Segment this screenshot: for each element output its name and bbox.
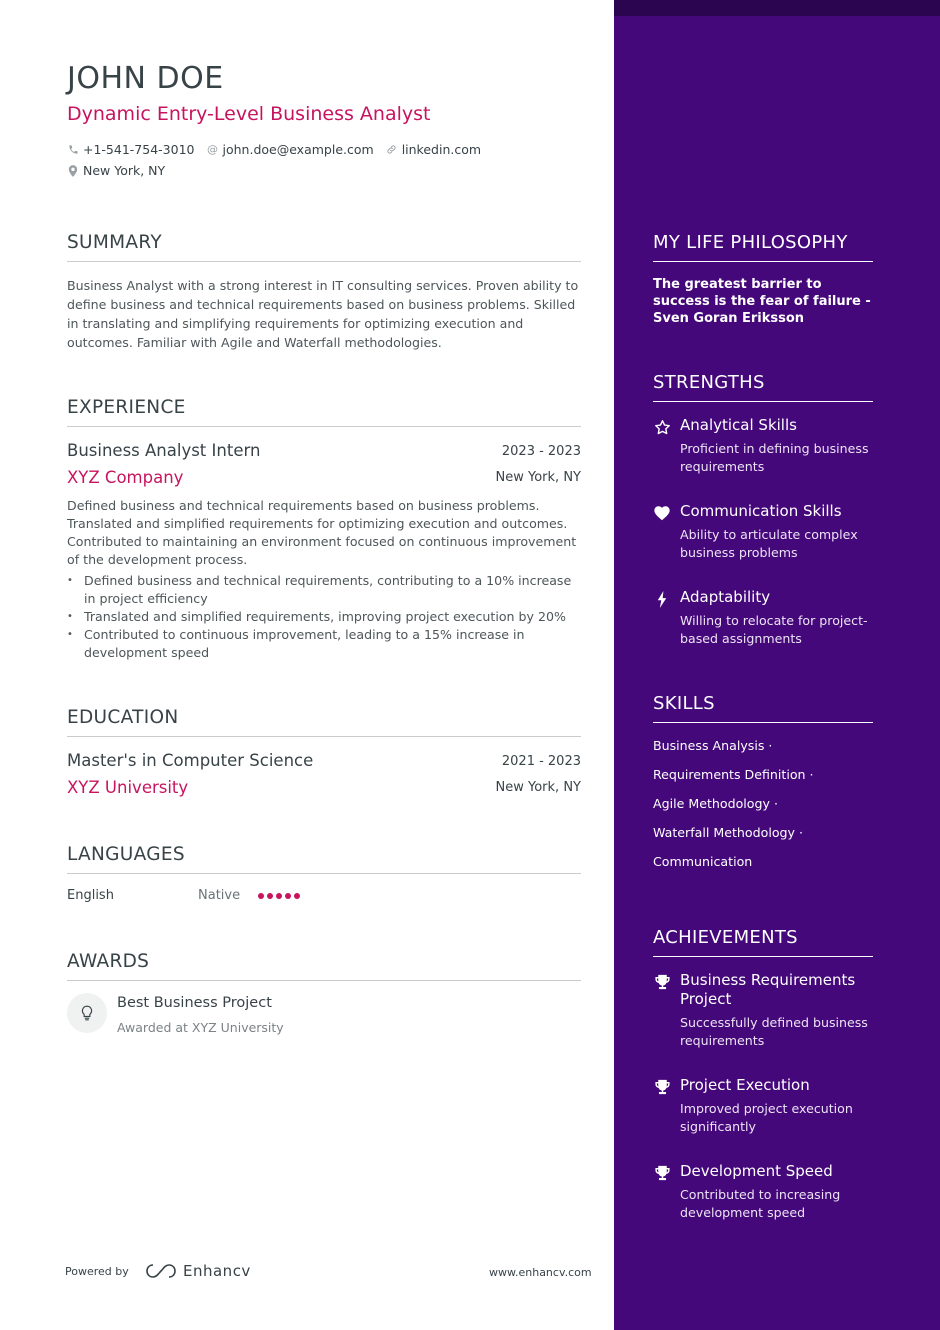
experience-company: XYZ Company <box>67 468 184 487</box>
strength-title: Analytical Skills <box>680 416 797 434</box>
strength-desc: Proficient in defining business requirements <box>680 441 869 474</box>
enhancv-logo-icon <box>145 1263 177 1279</box>
experience-description: Defined business and technical requirements based on business problems. Translated and simplified requirements for optimizing execution and outcomes. Contributed to maintaining an environment focused on continuous improvement of the development process. <box>67 498 577 567</box>
achievement-desc: Improved project execution significantly <box>680 1101 853 1134</box>
summary-heading: SUMMARY <box>67 232 581 262</box>
sidebar-column <box>614 0 940 1330</box>
experience-job-title: Business Analyst Intern <box>67 441 261 460</box>
strength-desc: Willing to relocate for project-based assignments <box>680 613 868 646</box>
linkedin-text: linkedin.com <box>401 142 482 157</box>
enhancv-logo[interactable] <box>145 1262 251 1280</box>
skill-item: Waterfall Methodology · <box>653 825 803 840</box>
candidate-title: Dynamic Entry-Level Business Analyst <box>67 103 431 125</box>
languages-heading: LANGUAGES <box>67 844 581 874</box>
proficiency-dot <box>276 893 282 899</box>
experience-bullet: • Contributed to continuous improvement, leading to a 15% increase in development speed <box>67 626 581 662</box>
sidebar-top-band <box>614 0 940 16</box>
language-row <box>67 888 581 903</box>
proficiency-dot <box>294 893 300 899</box>
philosophy-heading: MY LIFE PHILOSOPHY <box>653 232 873 262</box>
footer-url[interactable]: www.enhancv.com <box>489 1266 592 1279</box>
strength-title: Adaptability <box>680 588 771 606</box>
contact-phone[interactable] <box>67 142 195 157</box>
education-degree: Master's in Computer Science <box>67 751 314 770</box>
award-title: Best Business Project <box>117 995 272 1011</box>
trophy-icon <box>653 973 671 991</box>
lightbulb-icon <box>67 993 107 1033</box>
enhancv-brand-text: Enhancv <box>183 1262 251 1280</box>
skill-item: Business Analysis · <box>653 738 773 753</box>
skill-item: Communication <box>653 854 753 869</box>
achievement-title: Project Execution <box>680 1076 810 1094</box>
achievement-title: Development Speed <box>680 1162 833 1180</box>
strength-title: Communication Skills <box>680 502 842 520</box>
achievements-heading: ACHIEVEMENTS <box>653 927 873 957</box>
strengths-heading: STRENGTHS <box>653 372 873 402</box>
experience-heading: EXPERIENCE <box>67 397 581 427</box>
skills-heading: SKILLS <box>653 693 873 723</box>
trophy-icon <box>653 1164 671 1182</box>
language-proficiency-dots <box>258 893 300 899</box>
star-icon <box>653 418 671 436</box>
proficiency-dot <box>258 893 264 899</box>
achievement-desc: Successfully defined business requirements <box>680 1015 868 1048</box>
contact-row-secondary <box>67 163 165 178</box>
philosophy-quote: The greatest barrier to success is the fear of failure - Sven Goran Eriksson <box>653 277 871 326</box>
achievement-desc: Contributed to increasing development speed <box>680 1187 841 1220</box>
experience-bullet: • Defined business and technical requirements, contributing to a 10% increase in project efficiency <box>67 572 581 608</box>
awards-heading: AWARDS <box>67 951 581 981</box>
phone-icon <box>67 144 79 156</box>
experience-dates: 2023 - 2023 <box>501 444 581 459</box>
experience-bullets <box>67 572 581 662</box>
education-location: New York, NY <box>495 780 581 795</box>
language-level: Native <box>198 888 241 903</box>
contact-email[interactable] <box>207 142 374 157</box>
proficiency-dot <box>285 893 291 899</box>
proficiency-dot <box>267 893 273 899</box>
trophy-icon <box>653 1078 671 1096</box>
skill-item: Requirements Definition · <box>653 767 814 782</box>
location-icon <box>67 165 79 177</box>
education-school: XYZ University <box>67 778 189 797</box>
phone-text: +1-541-754-3010 <box>83 142 195 157</box>
bolt-icon <box>653 590 671 608</box>
skill-item: Agile Methodology · <box>653 796 778 811</box>
summary-text: Business Analyst with a strong interest in IT consulting services. Proven ability to define business and technical requirements based on business problems. Skilled in translating and simplifying requirements for optimizing execution and outcomes. Familiar with Agile and Waterfall methodologies. <box>67 278 579 350</box>
contact-linkedin[interactable] <box>386 142 481 157</box>
candidate-name: JOHN DOE <box>67 61 224 96</box>
at-icon: @ <box>207 142 218 156</box>
language-name: English <box>67 888 114 903</box>
link-icon <box>386 144 398 156</box>
award-subtitle: Awarded at XYZ University <box>117 1020 284 1035</box>
strength-desc: Ability to articulate complex business problems <box>680 527 858 560</box>
contact-location <box>67 163 165 178</box>
footer-powered-by: Powered by <box>65 1265 129 1278</box>
contact-row-primary <box>67 142 481 157</box>
education-dates: 2021 - 2023 <box>501 754 581 769</box>
email-text: john.doe@example.com <box>222 142 374 157</box>
experience-location: New York, NY <box>495 470 581 485</box>
achievement-title: Business Requirements Project <box>680 971 856 1008</box>
heart-icon <box>653 504 671 522</box>
experience-bullet: • Translated and simplified requirements, improving project execution by 20% <box>67 608 581 626</box>
location-text: New York, NY <box>83 163 166 178</box>
education-heading: EDUCATION <box>67 707 581 737</box>
